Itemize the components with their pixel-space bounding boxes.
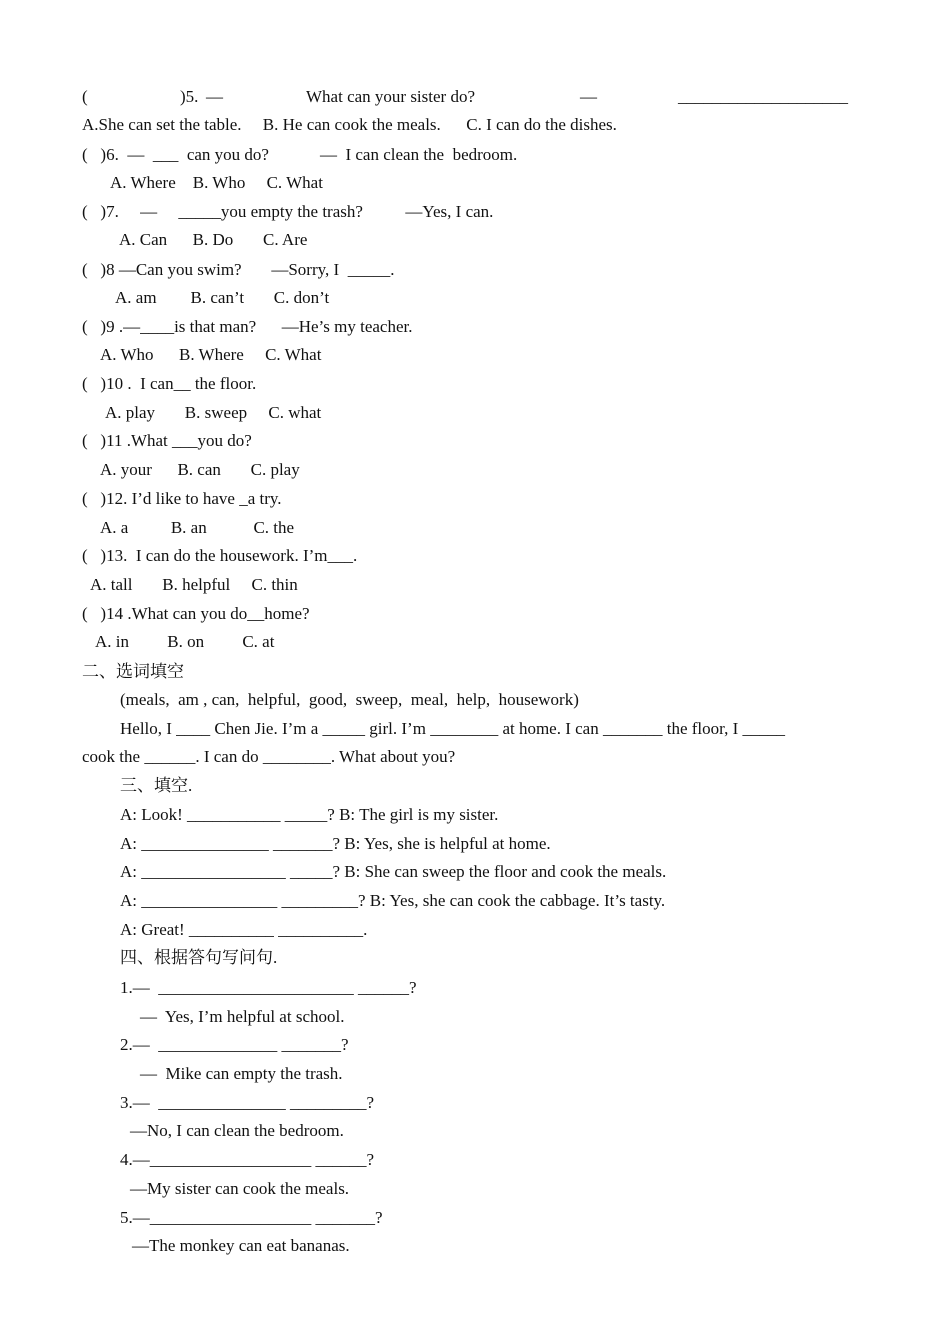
section4-answer: —No, I can clean the bedroom. bbox=[130, 1121, 344, 1140]
q7-stem bbox=[82, 201, 493, 223]
q10-stem bbox=[82, 373, 256, 395]
q12-options: A. a B. an C. the bbox=[100, 518, 295, 537]
q5-answer-dash: — bbox=[580, 87, 597, 106]
q11-stem bbox=[82, 430, 252, 452]
q5-answer-blank[interactable]: ____________________ bbox=[678, 87, 848, 106]
q13-stem bbox=[82, 545, 357, 567]
q9-blank[interactable]: ____ bbox=[140, 317, 175, 336]
q9-stem bbox=[82, 316, 413, 338]
q14-stem bbox=[82, 603, 310, 625]
q5-dash: — bbox=[206, 87, 223, 106]
q14-stem-end: home? bbox=[264, 604, 310, 623]
q13-blank[interactable]: ___. bbox=[327, 546, 358, 565]
q11-stem-start: ( )11 .What bbox=[82, 431, 173, 450]
section4-question: 2.— ______________ _______? bbox=[120, 1035, 349, 1054]
q14-stem-start: ( )14 .What can you do bbox=[82, 604, 248, 623]
section4-question: 4.—___________________ ______? bbox=[120, 1150, 375, 1169]
q9-options: A. Who B. Where C. What bbox=[100, 345, 322, 364]
section3-line: A: _______________ _______? B: Yes, she is helpful at home. bbox=[120, 834, 551, 853]
q10-stem-end: the floor. bbox=[190, 374, 257, 393]
q6-stem bbox=[82, 144, 517, 166]
q14-options: A. in B. on C. at bbox=[95, 632, 275, 651]
section3-line: A: _________________ _____? B: She can sweep the floor and cook the meals. bbox=[120, 862, 667, 881]
section4-answer: — Yes, I’m helpful at school. bbox=[140, 1007, 345, 1026]
q8-options: A. am B. can’t C. don’t bbox=[115, 288, 330, 307]
q5-options: A.She can set the table. B. He can cook the meals. C. I can do the dishes. bbox=[82, 115, 617, 134]
q8-stem bbox=[82, 259, 394, 281]
q7-stem-end: you empty the trash? —Yes, I can. bbox=[220, 202, 494, 221]
q10-stem-start: ( )10 . I can bbox=[82, 374, 174, 393]
q11-blank[interactable]: ___ bbox=[172, 431, 198, 450]
q11-options: A. your B. can C. play bbox=[100, 460, 300, 479]
section2-word-bank: (meals, am , can, helpful, good, sweep, meal, help, housework) bbox=[120, 690, 579, 709]
q6-stem-end: can you do? — I can clean the bedroom. bbox=[178, 145, 518, 164]
section4-question: 5.—___________________ _______? bbox=[120, 1208, 383, 1227]
q5-question: What can your sister do? bbox=[306, 87, 475, 106]
q9-stem-start: ( )9 .— bbox=[82, 317, 141, 336]
section3-line: A: ________________ _________? B: Yes, she can cook the cabbage. It’s tasty. bbox=[120, 891, 666, 910]
q9-stem-end: is that man? —He’s my teacher. bbox=[174, 317, 413, 336]
q7-options: A. Can B. Do C. Are bbox=[119, 230, 308, 249]
q6-blank[interactable]: ___ bbox=[152, 145, 179, 164]
q6-options: A. Where B. Who C. What bbox=[110, 173, 323, 192]
q12-stem: ( )12. I’d like to have _a try. bbox=[82, 489, 282, 508]
q7-blank[interactable]: _____ bbox=[178, 202, 221, 221]
section4-title: 四、根据答句写问句. bbox=[120, 948, 278, 967]
section4-answer: — Mike can empty the trash. bbox=[140, 1064, 343, 1083]
section2-passage-line1: Hello, I ____ Chen Jie. I’m a _____ girl. I’m ________ at home. I can _______ the floor, I _____ bbox=[120, 719, 786, 738]
q10-blank[interactable]: __ bbox=[173, 374, 191, 393]
q8-stem-end: . bbox=[390, 260, 395, 279]
q8-blank[interactable]: _____ bbox=[347, 260, 391, 279]
q8-stem-start: ( )8 —Can you swim? —Sorry, I bbox=[82, 260, 348, 279]
q5-paren: ( bbox=[82, 87, 88, 106]
q5-number: )5. bbox=[180, 87, 199, 106]
q13-options: A. tall B. helpful C. thin bbox=[90, 575, 298, 594]
section4-answer: —My sister can cook the meals. bbox=[130, 1179, 350, 1198]
section2-passage-line2: cook the ______. I can do ________. What about you? bbox=[82, 747, 456, 766]
section4-answer: —The monkey can eat bananas. bbox=[132, 1236, 350, 1255]
q10-options: A. play B. sweep C. what bbox=[105, 403, 322, 422]
q11-stem-end: you do? bbox=[197, 431, 252, 450]
section3-title: 三、填空. bbox=[120, 776, 193, 795]
q7-stem-start: ( )7. — bbox=[82, 202, 179, 221]
section3-line: A: Great! __________ __________. bbox=[120, 920, 368, 939]
section4-question: 1.— _______________________ ______? bbox=[120, 978, 417, 997]
section4-question: 3.— _______________ _________? bbox=[120, 1093, 375, 1112]
q13-stem-start: ( )13. I can do the housework. I’m bbox=[82, 546, 328, 565]
q14-blank[interactable]: __ bbox=[247, 604, 265, 623]
section2-title: 二、选词填空 bbox=[82, 662, 184, 681]
section3-line: A: Look! ___________ _____? B: The girl is my sister. bbox=[120, 805, 499, 824]
q6-stem-start: ( )6. — bbox=[82, 145, 153, 164]
